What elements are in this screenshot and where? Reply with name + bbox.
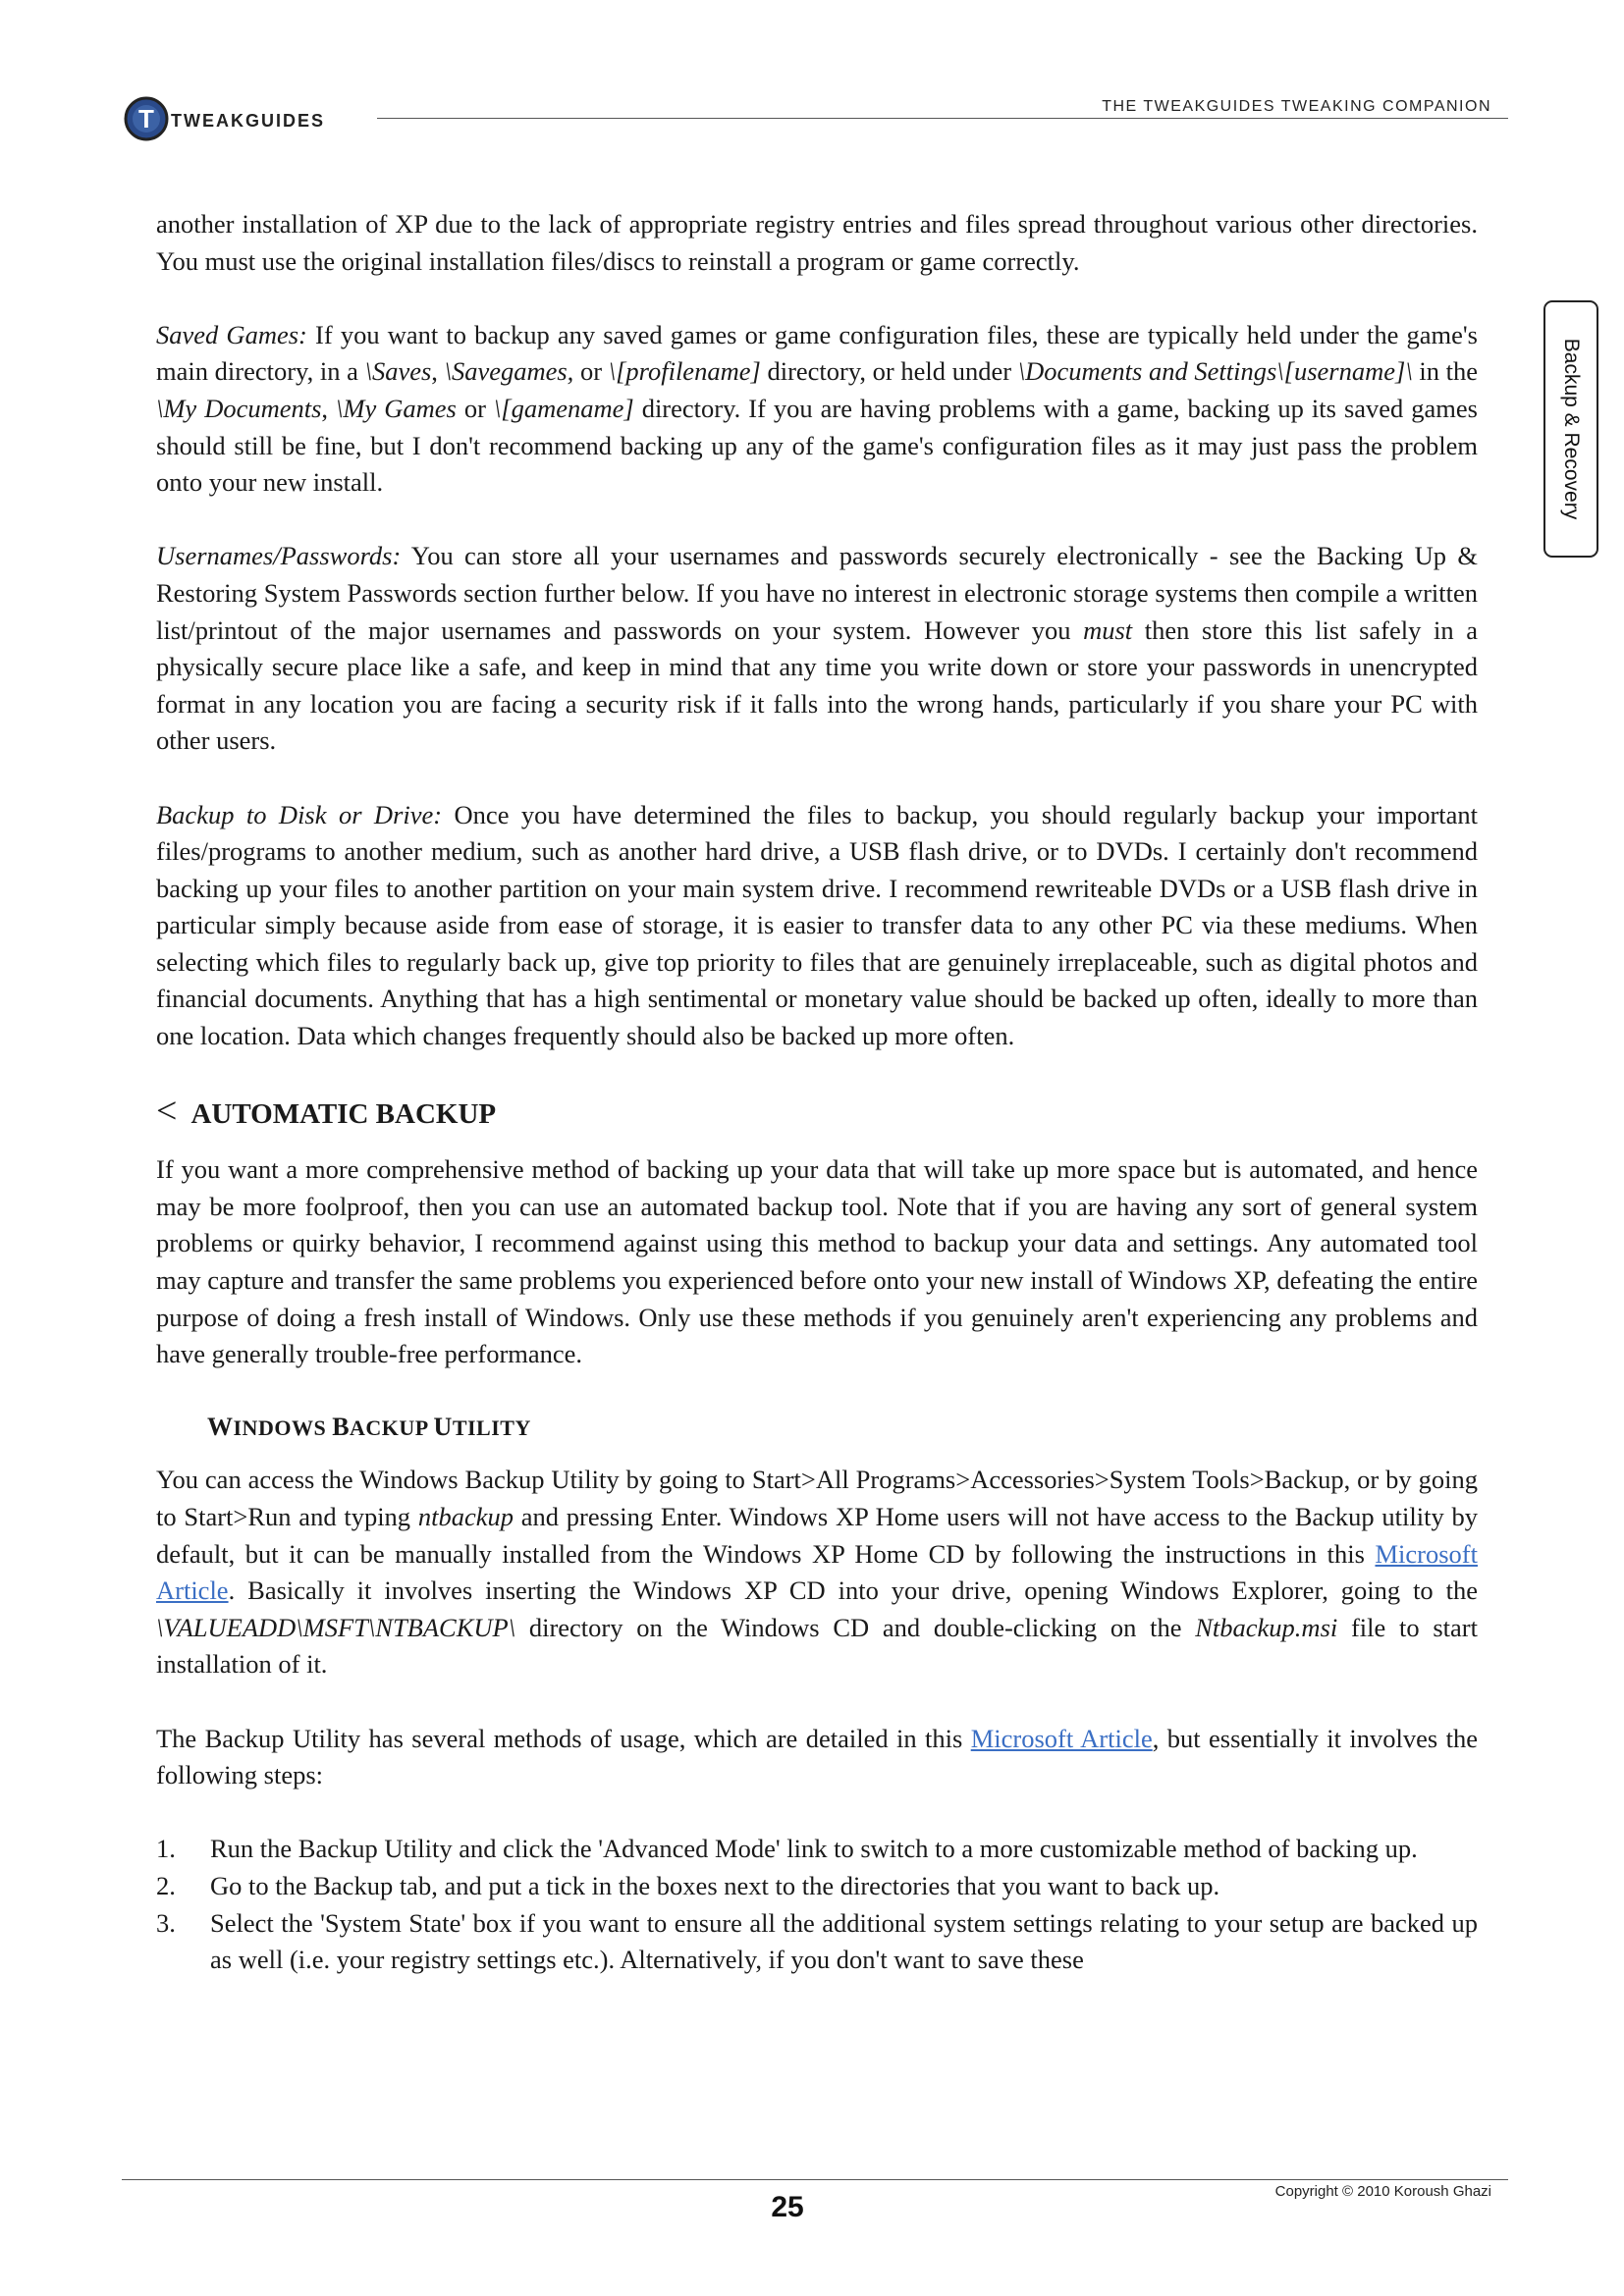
page-number: 25	[771, 2191, 804, 2223]
section-arrow-icon: <	[156, 1091, 178, 1133]
list-item	[156, 1831, 1478, 1868]
microsoft-article-link-1[interactable]: Microsoft Article	[156, 1538, 1478, 1606]
header-title: THE TWEAKGUIDES TWEAKING COMPANION	[1102, 98, 1491, 115]
paragraph-saved-games: Saved Games: If you want to backup any saved games or game configuration files, these are typically held under the game's main directory, in a \Saves, \Savegames, or \[profilename] directory, or held under \Documents and Settings\[username]\ in the \My Documents, \My Games or \[gamename] directory. If you are having problems with a game, backing up its saved games should still be fine, but I don't recommend backing up any of the game's configuration files as it may just pass the problem onto your new install.	[156, 319, 1479, 498]
footer-rule	[122, 2179, 1508, 2180]
list-item-number: 3.	[156, 1907, 176, 1938]
steps-list	[156, 1831, 1478, 1978]
list-item	[156, 1868, 1478, 1905]
paragraph-backup-to-disk: Backup to Disk or Drive: Once you have determined the files to backup, you should regularly backup your important files/programs to another medium, such as another hard drive, a USB flash drive, or to DVDs. I certainly don't recommend backing up your files to another partition on your main system drive. I recommend rewriteable DVDs or a USB flash drive in particular simply because aside from ease of storage, it is easier to transfer data to any other PC via these mediums. When selecting which files to regularly back up, give top priority to files that are genuinely irreplaceable, such as digital photos and financial documents. Anything that has a high sentimental or monetary value should be backed up often, ideally to more than one location. Data which changes frequently should also be backed up more often.	[156, 799, 1479, 1051]
list-item-number: 2.	[156, 1870, 176, 1900]
microsoft-article-link-2[interactable]: Microsoft Article	[970, 1723, 1153, 1753]
list-item-number: 1.	[156, 1834, 176, 1864]
footer-copyright: Copyright © 2010 Koroush Ghazi	[1274, 2183, 1491, 2200]
svg-text:T: T	[138, 104, 154, 133]
paragraph-usernames-passwords: Usernames/Passwords: You can store all your usernames and passwords securely electronically - see the Backing Up & Restoring System Passwords section further below. If you have no interest in electronic storage systems then compile a written list/printout of the major usernames and passwords on your system. However you must then store this list safely in a physically secure place like a safe, and keep in mind that any time you write down or store your passwords in unencrypted format in any location you are facing a security risk if it falls into the wrong hands, particularly if you share your PC with other users.	[156, 541, 1478, 756]
tweakguides-logo	[122, 94, 363, 143]
paragraph-continuation: another installation of XP due to the lack of appropriate registry entries and files spread throughout various other directories. You must use the original installation files/discs to reinstall a program or game correctly.	[156, 209, 1478, 276]
label-backup-to-disk: Backup to Disk or Drive:	[156, 799, 443, 829]
section-heading-text: AUTOMATIC BACKUP	[190, 1098, 497, 1131]
section-heading-automatic-backup	[156, 1092, 1478, 1134]
sub-heading-windows-backup-utility: WINDOWS BACKUP UTILITY	[207, 1413, 531, 1442]
side-tab-label: Backup & Recovery	[1560, 338, 1583, 520]
list-item-text: Run the Backup Utility and click the 'Advanced Mode' link to switch to a more customizable method of backing up.	[210, 1834, 1418, 1864]
paragraph-backup-methods: The Backup Utility has several methods of usage, which are detailed in this Microsoft Article, but essentially it involves the following steps:	[156, 1723, 1479, 1790]
label-usernames-passwords: Usernames/Passwords:	[156, 541, 402, 571]
side-tab	[1543, 300, 1598, 558]
list-item-text: Go to the Backup tab, and put a tick in the boxes next to the directories that you want to back up.	[210, 1870, 1220, 1900]
logo-text: TWEAKGUIDES	[171, 111, 325, 131]
paragraph-access-backup-utility: You can access the Windows Backup Utility by going to Start>All Programs>Accessories>System Tools>Backup, or by going to Start>Run and typing ntbackup and pressing Enter. Windows XP Home users will not have access to the Backup utility by default, but it can be manually installed from the Windows XP Home CD by following the instructions in this Microsoft Article. Basically it involves inserting the Windows XP CD into your drive, opening Windows Explorer, going to the \VALUEADD\MSFT\NTBACKUP\ directory on the Windows CD and double-clicking on the Ntbackup.msi file to start installation of it.	[156, 1465, 1478, 1680]
page-content	[156, 206, 1478, 1979]
paragraph-automatic-backup: If you want a more comprehensive method of backing up your data that will take up more space but is automated, and hence may be more foolproof, then you can use an automated backup tool. Note that if you are having any sort of general system problems or quirky behavior, I recommend against using this method to backup your data and settings. Any automated tool may capture and transfer the same problems you experienced before onto your new install of Windows XP, defeating the entire purpose of doing a fresh install of Windows. Only use these methods if you genuinely aren't experiencing any problems and have generally trouble-free performance.	[156, 1154, 1478, 1369]
label-saved-games: Saved Games:	[156, 319, 307, 349]
list-item-text: Select the 'System State' box if you want to ensure all the additional system settings relating to your setup are backed up as well (i.e. your registry settings etc.). Alternatively, if you don't want to save these	[210, 1907, 1478, 1975]
list-item	[156, 1905, 1478, 1979]
header-rule	[377, 118, 1508, 119]
